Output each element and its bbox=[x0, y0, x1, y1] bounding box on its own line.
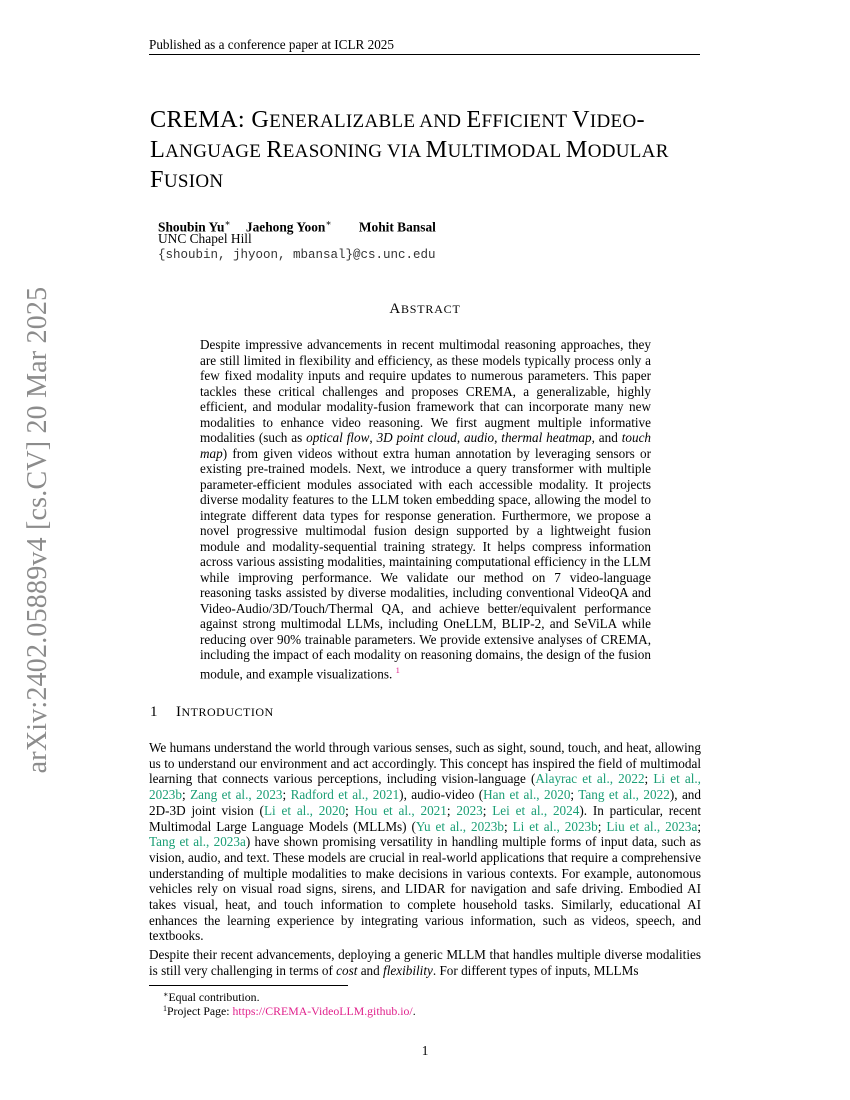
text-run: Despite their recent advancements, deploying a generic MLLM that handles multiple diverse modalities is still very challenging in terms of bbox=[149, 947, 701, 978]
footnote-mark: ∗ bbox=[163, 990, 169, 999]
section-heading-introduction bbox=[150, 704, 274, 721]
footnote-mark: 1 bbox=[163, 1004, 167, 1013]
citation-link[interactable]: Han et al., 2020 bbox=[483, 787, 571, 803]
abstract-heading bbox=[0, 301, 850, 318]
citation-link[interactable]: Radford et al., 2021 bbox=[290, 787, 400, 803]
author-name: Shoubin Yu bbox=[158, 219, 225, 235]
text-run: , and bbox=[591, 430, 622, 445]
title-smallcaps: IDEO bbox=[589, 111, 637, 132]
text-run: ; bbox=[446, 802, 457, 818]
emphasis: touch map bbox=[200, 430, 652, 461]
title-smallcaps: ENERALIZABLE AND bbox=[269, 111, 467, 132]
citation-link[interactable]: Li et al., 2020 bbox=[263, 802, 346, 818]
text-run: Despite impressive advancements in recent multimodal reasoning approaches, they are still limited in flexibility and efficiency, as these models typically process only a few fixed modality inputs and require updates to numerous parameters. This paper tackles these critical challenges and proposes CREMA, a generalizable, highly efficient, and modular modality-fusion framework that can incorporate many new modalities to enhance video reasoning. We first augment multiple informative modalities (such as bbox=[200, 337, 651, 445]
text-run: ; bbox=[345, 802, 355, 818]
title-capital: E bbox=[466, 106, 482, 133]
text-run: ; bbox=[597, 818, 607, 834]
title-line-1 bbox=[150, 106, 710, 136]
text-run: ; bbox=[570, 787, 579, 803]
section-title-big: I bbox=[176, 704, 182, 720]
title-capital: CREMA: G bbox=[150, 106, 270, 133]
text-run: , bbox=[494, 430, 502, 445]
abstract-body bbox=[200, 337, 651, 681]
emphasis: audio bbox=[464, 430, 495, 445]
title-capital: L bbox=[150, 136, 166, 163]
author-mark: ∗ bbox=[224, 218, 231, 228]
text-run: , bbox=[456, 430, 465, 445]
affiliation: UNC Chapel Hill bbox=[158, 231, 252, 246]
title-capital: F bbox=[150, 166, 164, 193]
emphasis: thermal heatmap bbox=[501, 430, 592, 445]
project-page-link[interactable]: https://CREMA-VideoLLM.github.io/ bbox=[232, 1004, 413, 1018]
emphasis: flexibility bbox=[383, 962, 433, 978]
text-run: ; bbox=[503, 818, 513, 834]
text-run: ; bbox=[482, 802, 493, 818]
title-smallcaps: FFICIENT bbox=[481, 111, 573, 132]
citation-link[interactable]: Hou et al., 2021 bbox=[354, 802, 447, 818]
author-mark: ∗ bbox=[325, 218, 332, 228]
citation-link[interactable]: Li et al., 2023b bbox=[512, 818, 598, 834]
paper-title bbox=[150, 106, 710, 196]
text-run: , bbox=[369, 430, 377, 445]
title-capital: M bbox=[425, 136, 448, 163]
citation-link[interactable]: Lei et al., 2024 bbox=[492, 802, 580, 818]
footnote-project-page bbox=[163, 1002, 416, 1018]
text-run: and bbox=[357, 962, 384, 978]
text-run: ), and 2D-3D joint vision ( bbox=[149, 787, 701, 818]
title-capital: - bbox=[636, 106, 645, 133]
page-number: 1 bbox=[421, 1043, 429, 1058]
citation-link[interactable]: 2023 bbox=[456, 802, 483, 818]
text-run: . For different types of inputs, MLLMs bbox=[432, 962, 639, 978]
section-title-small: NTRODUCTION bbox=[181, 705, 274, 719]
author-emails: {shoubin, jhyoon, mbansal}@cs.unc.edu bbox=[158, 248, 436, 262]
emphasis: 3D point cloud bbox=[376, 430, 457, 445]
text-run: ). In particular, recent Multimodal Large Language Models (MLLMs) ( bbox=[149, 802, 701, 834]
emphasis: optical flow bbox=[306, 430, 370, 445]
text-run: ) from given videos without extra human annotation by leveraging sensors or existing pre-trained models. Next, we introduce a query transformer with multiple parameter-efficient modules associated with each accessible modality. It projects diverse modality features to the LLM token embedding space, allowing the model to integrate different data types for response generation. Furthermore, we propose a novel progressive multimodal fusion design supported by a lightweight fusion module and modality-sequential training strategy. It helps compress information across various assisting modalities, maintaining computational efficiency in the LLM while improving performance. We validate our method on 7 video-language reasoning tasks assisted by diverse modalities, including conventional VideoQA and Video-Audio/3D/Touch/Thermal QA, and achieve better/equivalent performance against strong multimodal LLMs, including OneLLM, BLIP-2, and SeViLA while reducing over 90% trainable parameters. We provide extensive analyses of CREMA, including the impact of each modality on reasoning domains, the design of the fusion module, and example visualizations. bbox=[200, 445, 651, 681]
text-run: ; bbox=[644, 771, 654, 787]
section-number: 1 bbox=[150, 704, 158, 720]
citation-link[interactable]: Tang et al., 2022 bbox=[578, 787, 670, 803]
arxiv-stamp-text: arXiv:2402.05889v4 [cs.CV] 20 Mar 2025 bbox=[22, 286, 53, 774]
intro-paragraph-2 bbox=[149, 947, 701, 978]
citation-link[interactable]: Tang et al., 2023a bbox=[149, 834, 246, 850]
citation-link[interactable]: Liu et al., 2023a bbox=[606, 818, 698, 834]
footnote-rule bbox=[149, 985, 348, 986]
footnote-label: Project Page: bbox=[167, 1004, 233, 1018]
text-run: ; bbox=[181, 787, 191, 803]
intro-paragraph-1 bbox=[149, 740, 701, 944]
author-name: Jaehong Yoon bbox=[245, 219, 326, 235]
citation-link[interactable]: Zang et al., 2023 bbox=[190, 787, 283, 803]
abstract-heading-big: A bbox=[389, 301, 401, 317]
title-line-3 bbox=[150, 166, 710, 196]
title-capital: M bbox=[565, 136, 588, 163]
text-run: We humans understand the world through various senses, such as sight, sound, touch, and heat, allowing us to understand our environment and act accordingly. This concept has inspired the field of multimodal learning that connects various perceptions, including vision-language ( bbox=[149, 740, 701, 787]
title-smallcaps: EASONING VIA bbox=[282, 141, 426, 162]
title-smallcaps: ODULAR bbox=[587, 141, 669, 162]
citation-link[interactable]: Yu et al., 2023b bbox=[415, 818, 504, 834]
citation-link[interactable]: Li et al., 2023b bbox=[149, 771, 701, 803]
footnote-ref-link[interactable]: 1 bbox=[395, 664, 400, 675]
title-line-2 bbox=[150, 136, 710, 166]
emphasis: cost bbox=[336, 962, 358, 978]
text-run: ; bbox=[697, 818, 701, 834]
title-capital: R bbox=[266, 136, 283, 163]
title-capital: V bbox=[572, 106, 590, 133]
author-name: Mohit Bansal bbox=[358, 219, 436, 235]
footnote-text: Equal contribution. bbox=[168, 990, 260, 1004]
text-run: ), audio-video ( bbox=[399, 787, 484, 803]
header-rule bbox=[149, 54, 700, 55]
text-run: ) have shown promising versatility in handling multiple forms of input data, such as vision, audio, and text. These models are crucial in real-world applications that require a comprehensive understanding of multiple modalities to make decisions in various contexts. For example, autonomous vehicles rely on visual road signs, sirens, and LIDAR for navigation and safe driving. Embodied AI takes visual, heat, and touch information to complete household tasks. Similarly, educational AI enhances the learning experience by integrating various information, such as videos, speech, and textbooks. bbox=[149, 834, 701, 944]
title-smallcaps: ANGUAGE bbox=[165, 141, 267, 162]
footnote-tail: . bbox=[412, 1004, 416, 1018]
running-header: Published as a conference paper at ICLR 2025 bbox=[149, 37, 394, 52]
citation-link[interactable]: Alayrac et al., 2022 bbox=[535, 771, 645, 787]
title-smallcaps: ULTIMODAL bbox=[447, 141, 566, 162]
title-smallcaps: USION bbox=[163, 171, 224, 192]
text-run: ; bbox=[282, 787, 291, 803]
abstract-heading-small: BSTRACT bbox=[401, 302, 461, 316]
